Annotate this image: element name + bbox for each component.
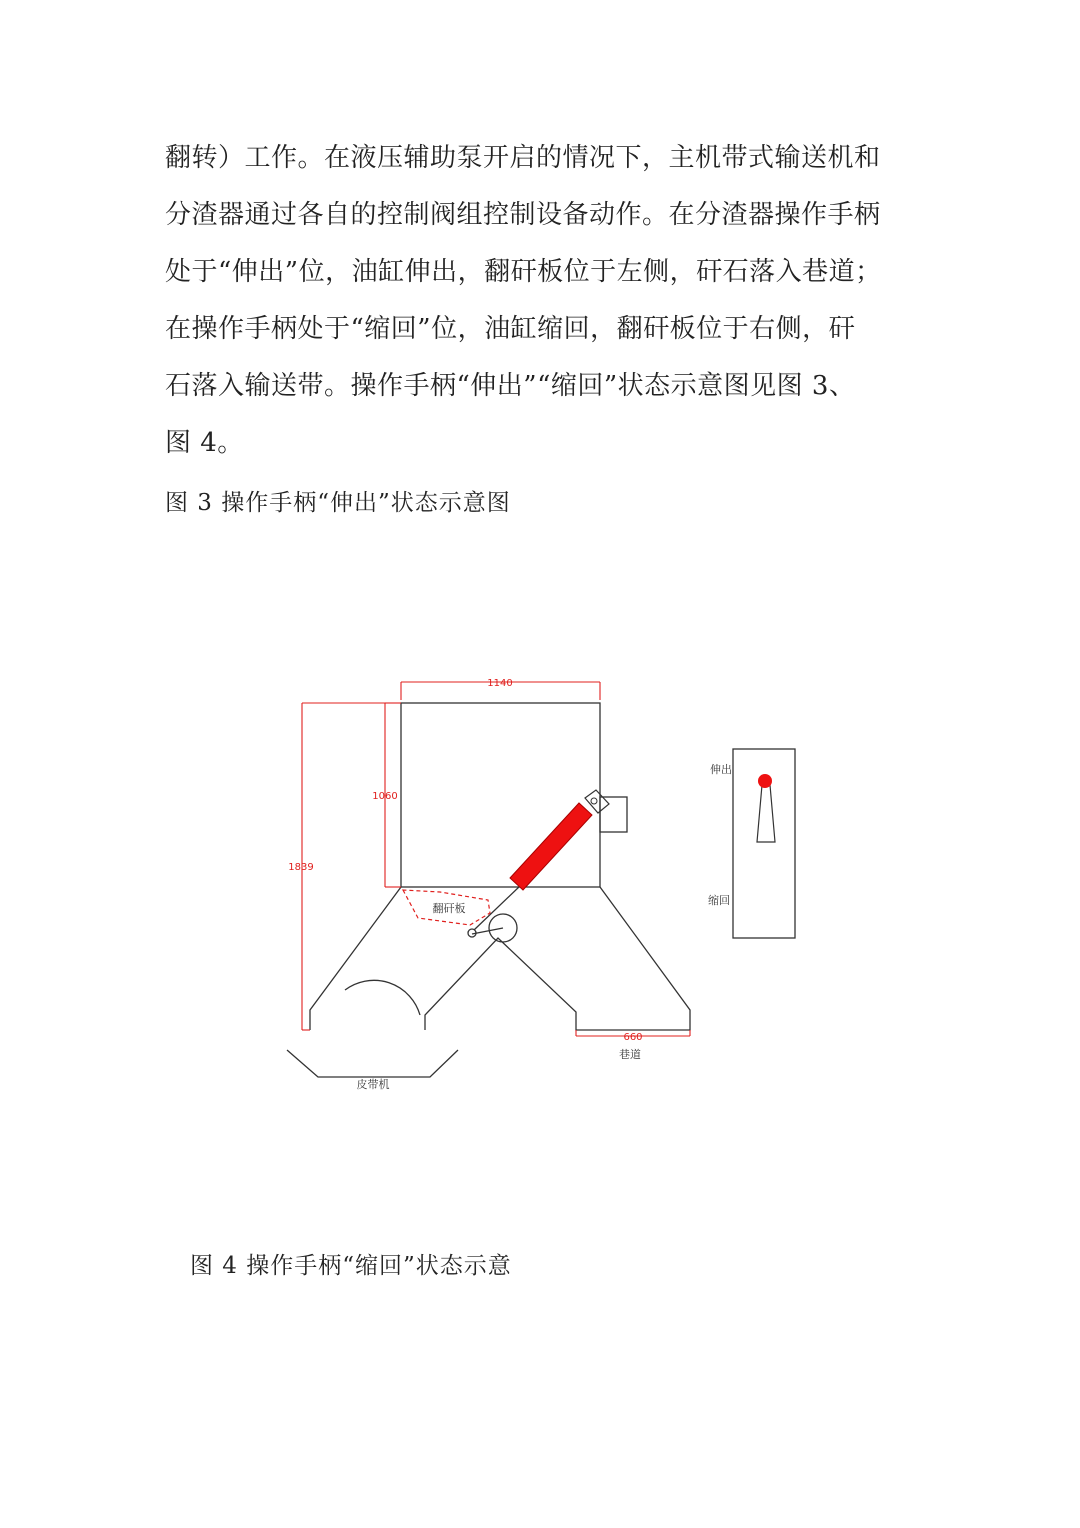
dimension-total-height: 1839	[288, 862, 314, 873]
paragraph-line: 翻转）工作。在液压辅助泵开启的情况下，主机带式输送机和	[165, 143, 881, 173]
paragraph-line: 处于“伸出”位，油缸伸出，翻矸板位于左侧，矸石落入巷道；	[165, 257, 882, 287]
control-handle-panel	[733, 749, 795, 938]
diverter-diagram	[0, 640, 1080, 1110]
flap-label: 翻矸板	[432, 902, 466, 915]
paragraph-line: 在操作手柄处于“缩回”位，油缸缩回，翻矸板位于右侧，矸	[165, 314, 856, 344]
figure-3-caption: 图 3 操作手柄“伸出”状态示意图	[165, 490, 511, 516]
chute-outline	[310, 887, 690, 1030]
dimension-width: 1140	[487, 678, 513, 689]
extend-label: 伸出	[710, 763, 732, 776]
retract-label: 缩回	[708, 894, 730, 907]
dimension-roadway-width: 660	[623, 1032, 643, 1043]
roadway-label: 巷道	[619, 1048, 641, 1061]
body-paragraph	[165, 130, 925, 472]
paragraph-line: 石落入输送带。操作手柄“伸出”“缩回”状态示意图见图 3、	[165, 371, 856, 401]
dimension-box-height: 1060	[372, 791, 398, 802]
belt-conveyor	[287, 1050, 458, 1077]
belt-label: 皮带机	[356, 1078, 390, 1091]
paragraph-line: 分渣器通过各自的控制阀组控制设备动作。在分渣器操作手柄	[165, 200, 881, 230]
handle-knob	[758, 774, 772, 788]
figure-4-caption: 图 4 操作手柄“缩回”状态示意	[190, 1253, 512, 1279]
hydraulic-cylinder	[510, 790, 609, 890]
hopper-box	[401, 703, 627, 887]
pivot-link	[468, 886, 520, 942]
paragraph-line: 图 4。	[165, 428, 244, 458]
